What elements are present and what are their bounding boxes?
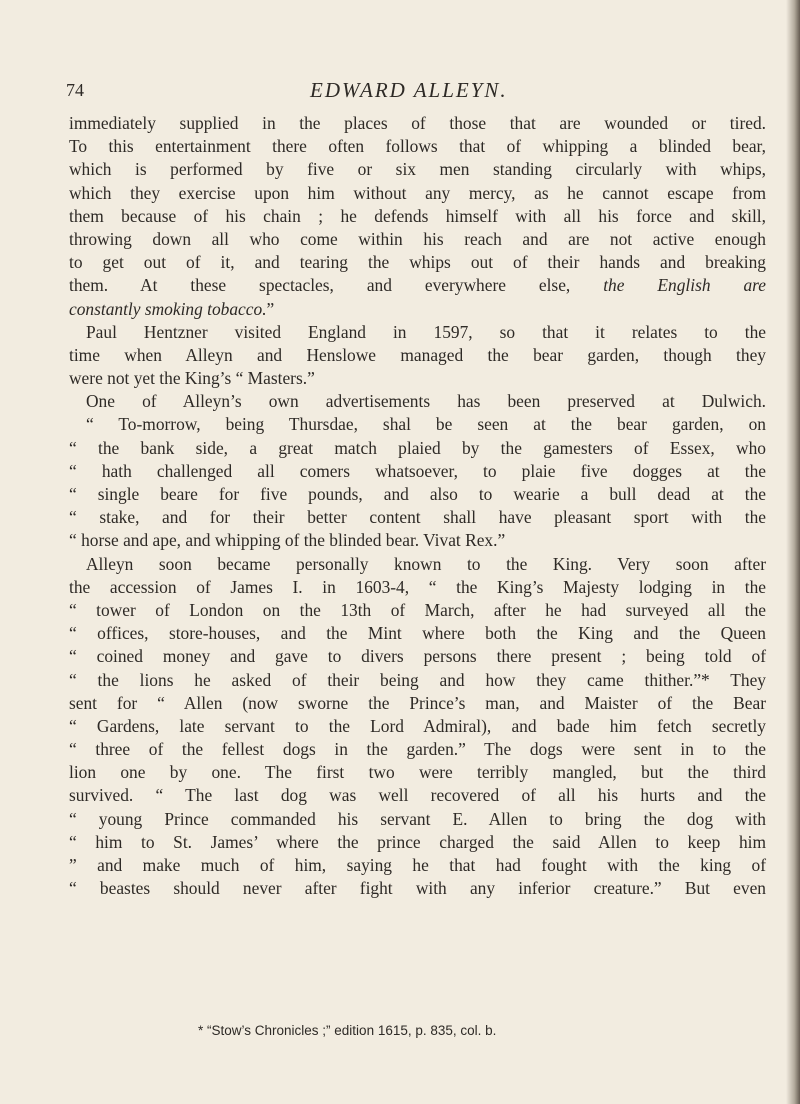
text-line: constantly smoking tobacco.” [69, 298, 275, 319]
text-line: One of Alleyn’s own advertisements has been preserved at Dulwich. [86, 391, 766, 412]
text-line: which they exercise upon him without any mercy, as he cannot escape from [69, 182, 766, 203]
text-line: time when Alleyn and Henslowe managed the bear garden, though they [69, 344, 766, 365]
text-line: “ offices, store-houses, and the Mint where both the King and the Queen [69, 623, 766, 644]
text-line: lion one by one. The first two were terribly mangled, but the third [69, 762, 766, 783]
italic-phrase: constantly smoking tobacco. [69, 298, 267, 319]
text-line: to get out of it, and tearing the whips out of their hands and breaking [69, 252, 766, 273]
quote-line: “ horse and ape, and whipping of the blinded bear. Vivat Rex.” [69, 530, 506, 551]
text-line: sent for “ Allen (now sworne the Prince’s man, and Maister of the Bear [69, 692, 766, 713]
page-edge-shadow [786, 0, 800, 1104]
text-line: ” and make much of him, saying he that had fought with the king of [69, 855, 766, 875]
text-line: which is performed by five or six men standing circularly with whips, [69, 159, 766, 180]
italic-phrase: the English are [603, 275, 766, 296]
quote-line: “ hath challenged all comers whatsoever, to plaie five dogges at the [69, 460, 766, 481]
text-line: them because of his chain ; he defends himself with all his force and skill, [69, 205, 766, 226]
body-text [69, 112, 766, 900]
text-line: “ tower of London on the 13th of March, after he had surveyed all the [69, 599, 766, 620]
quote-line: “ single beare for five pounds, and also to wearie a bull dead at the [69, 484, 766, 504]
text-line: were not yet the King’s “ Masters.” [69, 368, 315, 389]
quote-line: “ the bank side, a great match plaied by the gamesters of Essex, who [69, 437, 766, 458]
text-line: “ beastes should never after fight with any inferior creature.” But even [69, 878, 766, 899]
text-line: “ the lions he asked of their being and how they came thither.”* They [69, 669, 766, 690]
text-line: Paul Hentzner visited England in 1597, so that it relates to the [86, 321, 766, 342]
page-header [0, 78, 800, 104]
text-line: them. At these spectacles, and everywhere else, the English are [69, 275, 766, 296]
text-line: “ three of the fellest dogs in the garden.” The dogs were sent in to the [69, 739, 766, 760]
text-line: “ Gardens, late servant to the Lord Admiral), and bade him fetch secretly [69, 715, 766, 736]
text-line: To this entertainment there often follows that of whipping a blinded bear, [69, 136, 766, 157]
quote-line: “ stake, and for their better content shall have pleasant sport with the [69, 507, 766, 528]
text-line: “ coined money and gave to divers persons there present ; being told of [69, 646, 766, 667]
text-line: “ him to St. James’ where the prince charged the said Allen to keep him [69, 831, 766, 852]
text-line: throwing down all who come within his reach and are not active enough [69, 228, 766, 249]
footnote: * “Stow’s Chronicles ;” edition 1615, p. 835, col. b. [198, 1023, 497, 1038]
text-line: “ young Prince commanded his servant E. Allen to bring the dog with [69, 808, 766, 829]
text-line: the accession of James I. in 1603-4, “ the King’s Majesty lodging in the [69, 576, 766, 597]
running-head: EDWARD ALLEYN. [310, 78, 508, 102]
quote-line: “ To-morrow, being Thursdae, shal be seen at the bear garden, on [86, 414, 766, 435]
text-line: survived. “ The last dog was well recovered of all his hurts and the [69, 785, 766, 806]
text-line: immediately supplied in the places of those that are wounded or tired. [69, 113, 766, 133]
page-number: 74 [66, 80, 84, 100]
text-line: Alleyn soon became personally known to the King. Very soon after [86, 553, 766, 574]
